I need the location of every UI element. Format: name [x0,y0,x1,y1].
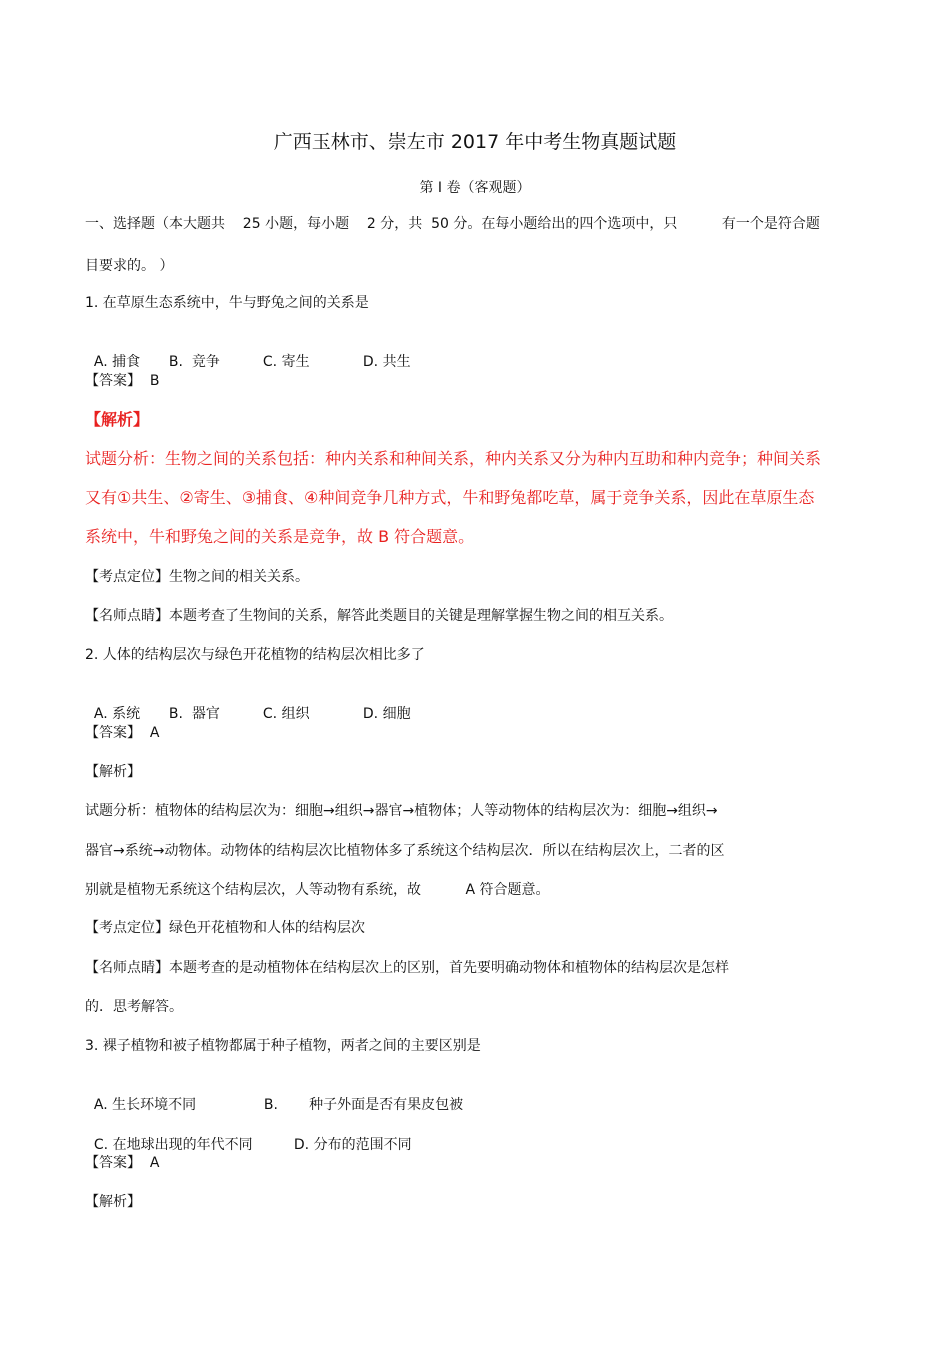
q2-analysis-line1: 试题分析：植物体的结构层次为：细胞→组织→器官→植物体；人等动物体的结构层次为：细胞→组织→ [85,803,718,819]
q2-analysis-line3: 别就是植物无系统这个结构层次，人等动物有系统，故 A 符合题意。 [85,882,550,898]
q2-analysis-heading: 【解析】 [85,764,141,780]
q3-stem: 3. 裸子植物和被子植物都属于种子植物，两者之间的主要区别是 [85,1038,481,1054]
page-title: 广西玉林市、崇左市 2017 年中考生物真题试题 [273,131,677,153]
q2-option-b: B. 器官 [168,706,220,722]
q3-options-row1 [85,1075,463,1115]
q1-analysis-line1: 试题分析：生物之间的关系包括：种内关系和种间关系，种内关系又分为种内互助和种内竞争；种间关系 [85,449,822,468]
section-instructions-line1: 一、选择题（本大题共 25 小题，每小题 2 分，共 50 分。在每小题给出的四个选项中，只 有一个是符合题 [85,216,820,232]
q2-analysis-line2: 器官→系统→动物体。动物体的结构层次比植物体多了系统这个结构层次．所以在结构层次上，二者的区 [85,843,725,859]
q1-stem: 1. 在草原生态系统中，牛与野兔之间的关系是 [85,295,369,311]
q2-teacher-tip-line2: 的．思考解答。 [85,999,183,1015]
q1-option-b: B. 竞争 [168,354,220,370]
q1-analysis-line3: 系统中，牛和野兔之间的关系是竞争，故 B 符合题意。 [85,527,475,546]
q1-answer: 【答案】 B [85,373,160,389]
q2-option-c: C. 组织 [262,706,310,722]
section-subtitle: 第 I 卷（客观题） [419,180,531,196]
q1-option-c: C. 寄生 [262,354,310,370]
q1-analysis-heading: 【解析】 [85,410,150,429]
section-instructions-line2: 目要求的。 ） [85,258,174,274]
q2-option-a: A. 系统 [93,706,141,722]
q1-option-a: A. 捕食 [93,354,141,370]
q3-answer: 【答案】 A [85,1155,160,1171]
q2-option-d: D. 细胞 [362,706,411,722]
q2-options [85,684,411,724]
q2-answer: 【答案】 A [85,725,160,741]
q3-analysis-heading: 【解析】 [85,1194,141,1210]
q2-knowledge-point: 【考点定位】绿色开花植物和人体的结构层次 [85,920,365,936]
q1-teacher-tip: 【名师点睛】本题考查了生物间的关系，解答此类题目的关键是理解掌握生物之间的相互关系。 [85,608,673,624]
q3-option-a: A. 生长环境不同 [93,1097,197,1113]
q1-analysis-line2: 又有①共生、②寄生、③捕食、④种间竞争几种方式，牛和野兔都吃草，属于竞争关系，因此在草原生态 [85,488,815,507]
q3-option-b: B. 种子外面是否有果皮包被 [263,1097,464,1113]
q1-options [85,332,411,372]
q2-stem: 2. 人体的结构层次与绿色开花植物的结构层次相比多了 [85,647,425,663]
q3-option-c: C. 在地球出现的年代不同 [93,1137,253,1153]
q3-option-d: D. 分布的范围不同 [293,1137,412,1153]
q2-teacher-tip-line1: 【名师点睛】本题考查的是动植物体在结构层次上的区别，首先要明确动物体和植物体的结构层次是怎样 [85,960,729,976]
q3-options-row2 [85,1115,412,1155]
q1-knowledge-point: 【考点定位】生物之间的相关关系。 [85,569,309,585]
q1-option-d: D. 共生 [362,354,411,370]
